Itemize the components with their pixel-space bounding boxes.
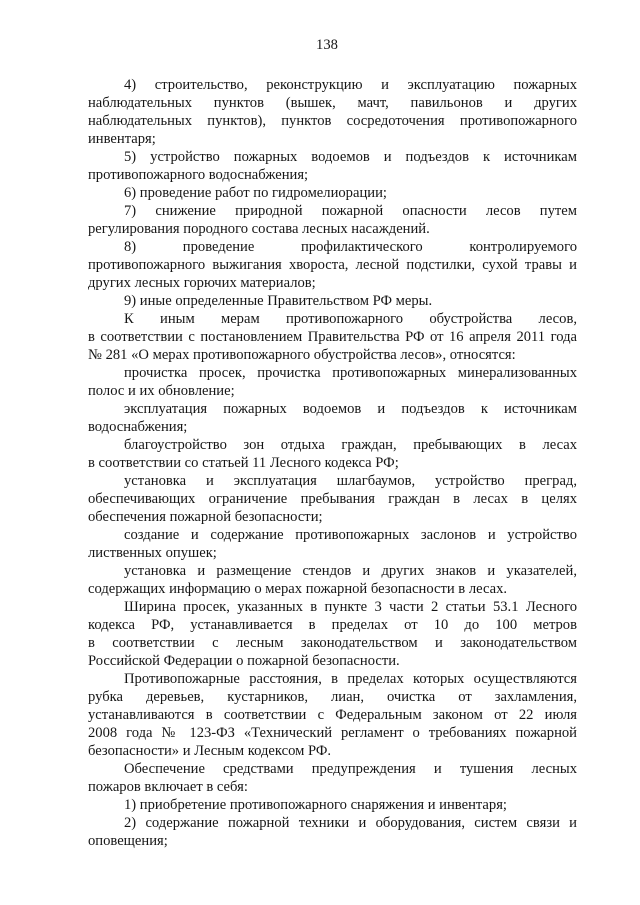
text-line: благоустройство зон отдыха граждан, пребывающих в лесах bbox=[124, 437, 577, 453]
text-line: № 281 «О мерах противопожарного обустройства лесов», относятся: bbox=[88, 347, 516, 363]
text-line: в соответствии с лесным законодательством и законодательством bbox=[88, 635, 577, 651]
paragraph-item-4 bbox=[88, 76, 577, 148]
text-line: Российской Федерации о пожарной безопасности. bbox=[88, 653, 400, 669]
text-line: 1) приобретение противопожарного снаряжения и инвентаря; bbox=[124, 797, 507, 813]
text-line: инвентаря; bbox=[88, 131, 156, 147]
text-line: противопожарного выжигания хвороста, лесной подстилки, сухой травы и bbox=[88, 257, 577, 273]
text-line: 8) проведение профилактического контролируемого bbox=[124, 239, 577, 255]
paragraph-list-item bbox=[88, 562, 577, 598]
text-line: в соответствии со статьей 11 Лесного кодекса РФ; bbox=[88, 455, 399, 471]
paragraph-list-item bbox=[88, 364, 577, 400]
text-line: обеспечения пожарной безопасности; bbox=[88, 509, 323, 525]
paragraph-list-item bbox=[88, 472, 577, 526]
text-line: эксплуатация пожарных водоемов и подъездов к источникам bbox=[124, 401, 577, 417]
text-line: наблюдательных пунктов (вышек, мачт, павильонов и других bbox=[88, 95, 577, 111]
text-line: 2008 года № 123-ФЗ «Технический регламент о требованиях пожарной bbox=[88, 725, 577, 741]
text-line: создание и содержание противопожарных заслонов и устройство bbox=[124, 527, 577, 543]
paragraph-other-measures bbox=[88, 310, 577, 364]
text-line: рубка деревьев, кустарников, лиан, очистка от захламления, bbox=[88, 689, 577, 705]
text-line: наблюдательных пунктов), пунктов сосредоточения противопожарного bbox=[88, 113, 577, 129]
text-line: оповещения; bbox=[88, 833, 168, 849]
text-line: прочистка просек, прочистка противопожарных минерализованных bbox=[124, 365, 577, 381]
text-line: пожаров включает в себя: bbox=[88, 779, 248, 795]
paragraph-item-8 bbox=[88, 238, 577, 292]
text-line: обеспечивающих ограничение пребывания граждан в лесах в целях bbox=[88, 491, 577, 507]
page-number: 138 bbox=[316, 37, 338, 53]
text-line: Противопожарные расстояния, в пределах которых осуществляются bbox=[124, 671, 577, 687]
text-line: лиственных опушек; bbox=[88, 545, 217, 561]
paragraph-list-item bbox=[88, 526, 577, 562]
text-line: полос и их обновление; bbox=[88, 383, 235, 399]
text-line: содержащих информацию о мерах пожарной безопасности в лесах. bbox=[88, 581, 508, 597]
paragraph-fire-distances bbox=[88, 670, 577, 760]
text-line: противопожарного водоснабжения; bbox=[88, 167, 309, 183]
text-line: 6) проведение работ по гидромелиорации; bbox=[124, 185, 387, 201]
document-body bbox=[88, 76, 577, 850]
text-line: 7) снижение природной пожарной опасности лесов путем bbox=[124, 203, 577, 219]
text-line: кодекса РФ, устанавливается в пределах от 10 до 100 метров bbox=[88, 617, 577, 633]
text-line: К иным мерам противопожарного обустройства лесов, bbox=[124, 311, 577, 327]
text-line: регулирования породного состава лесных насаждений. bbox=[88, 221, 430, 237]
text-line: безопасности» и Лесным кодексом РФ. bbox=[88, 743, 332, 759]
paragraph-item-1 bbox=[88, 796, 577, 814]
text-line: в соответствии с постановлением Правительства РФ от 16 апреля 2011 года bbox=[88, 329, 577, 345]
paragraph-item-6 bbox=[88, 184, 577, 202]
text-line: 4) строительство, реконструкцию и эксплуатацию пожарных bbox=[124, 77, 577, 93]
text-line: водоснабжения; bbox=[88, 419, 188, 435]
text-line: установка и размещение стендов и других знаков и указателей, bbox=[124, 563, 577, 579]
paragraph-clearing-width bbox=[88, 598, 577, 670]
paragraph-item-2 bbox=[88, 814, 577, 850]
text-line: Ширина просек, указанных в пункте 3 части 2 статьи 53.1 Лесного bbox=[124, 599, 577, 615]
paragraph-item-5 bbox=[88, 148, 577, 184]
text-line: других лесных горючих материалов; bbox=[88, 275, 316, 291]
paragraph-list-item bbox=[88, 436, 577, 472]
text-line: Обеспечение средствами предупреждения и тушения лесных bbox=[124, 761, 577, 777]
text-line: 5) устройство пожарных водоемов и подъездов к источникам bbox=[124, 149, 577, 165]
paragraph-item-9 bbox=[88, 292, 577, 310]
text-line: 2) содержание пожарной техники и оборудования, систем связи и bbox=[124, 815, 577, 831]
paragraph-item-7 bbox=[88, 202, 577, 238]
text-line: устанавливаются в соответствии с Федеральным законом от 22 июля bbox=[88, 707, 577, 723]
paragraph-firefighting-means bbox=[88, 760, 577, 796]
paragraph-list-item bbox=[88, 400, 577, 436]
text-line: 9) иные определенные Правительством РФ меры. bbox=[124, 293, 433, 309]
text-line: установка и эксплуатация шлагбаумов, устройство преград, bbox=[124, 473, 577, 489]
